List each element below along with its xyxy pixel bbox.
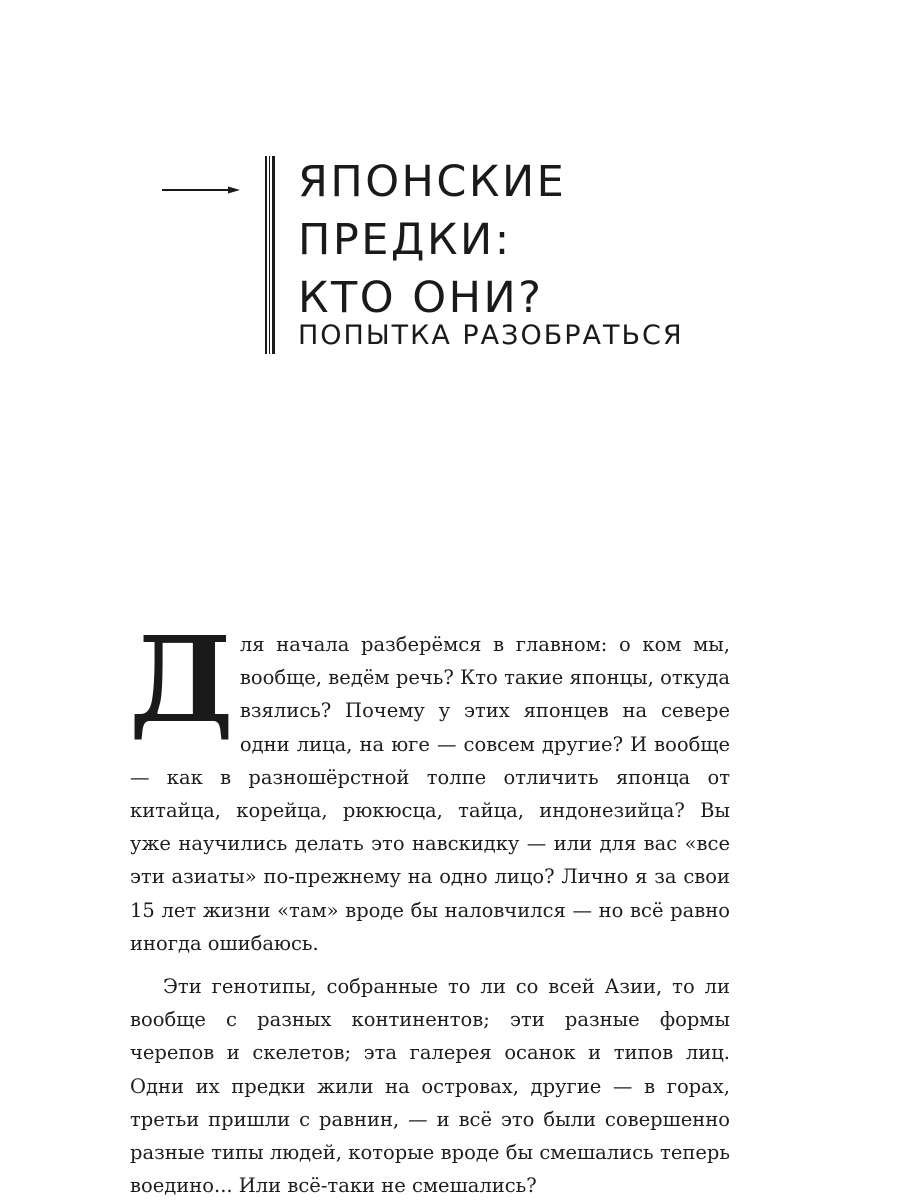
paragraph — [130, 970, 730, 1202]
chapter-title-line: КТО ОНИ? — [298, 273, 544, 323]
arrow-ornament-icon — [162, 186, 240, 194]
chapter-title-line: ЯПОНСКИЕ — [298, 157, 567, 207]
drop-cap: Д — [129, 610, 234, 749]
paragraph-text: ля начала разберёмся в главном: о ком мы, вообще, ведём речь? Кто такие японцы, откуда взялись? Почему у этих японцев на севере одни лица, на юге — совсем другие? И вообще — как в разношёрстной толпе отличить японца от китайца, корейца, рюкюсца, тайца, индонезийца? Вы уже научились делать это навскидку — или для вас «все эти азиаты» по-прежнему на одно лицо? Лично я за свои 15 лет жизни «там» вроде бы наловчился — но всё равно иногда ошибаюсь. — [130, 633, 730, 955]
body-text — [129, 610, 730, 1202]
paragraph-text: Эти генотипы, собранные то ли со всей Азии, то ли вообще с разных континентов; эти разные формы черепов и скелетов; эта галерея осанок и типов лиц. Одни их предки жили на островах, другие — в горах, третьи пришли с равнин, — и всё это были совершенно разные типы людей, которые вроде бы смешались теперь воедино... Или всё-таки не смешались? — [130, 975, 730, 1198]
chapter-title — [298, 153, 858, 327]
chapter-subtitle: ПОПЫТКА РАЗОБРАТЬСЯ — [298, 320, 684, 351]
vertical-rule-ornament — [265, 156, 277, 354]
chapter-title-line: ПРЕДКИ: — [298, 215, 512, 265]
paragraph — [129, 610, 730, 960]
